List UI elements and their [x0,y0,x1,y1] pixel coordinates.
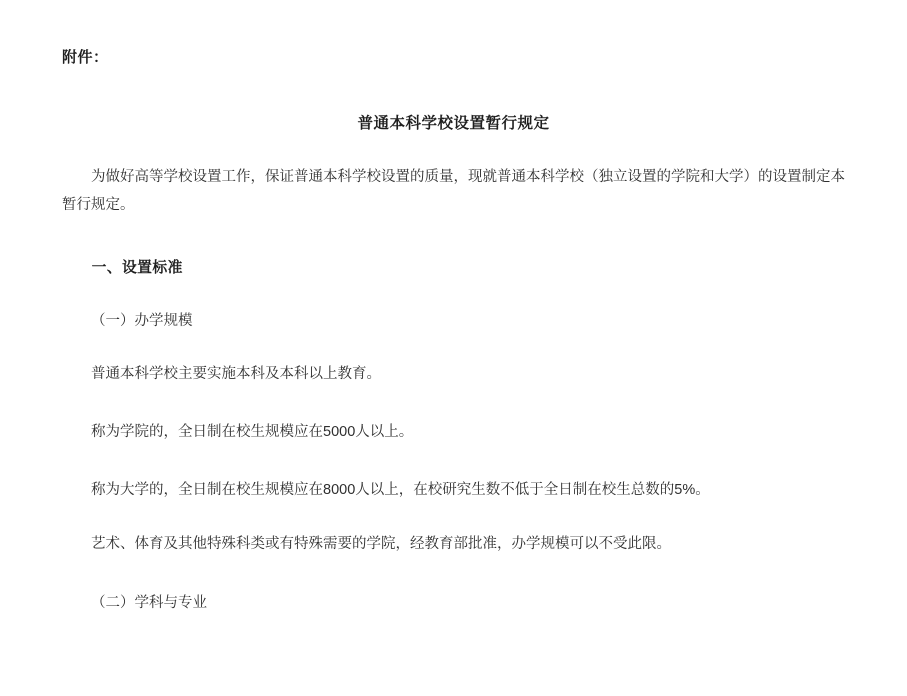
paragraph-special-categories: 艺术、体育及其他特殊科类或有特殊需要的学院，经教育部批准，办学规模可以不受此限。 [91,536,671,553]
attachment-label: 附件： [62,49,109,66]
subsection-heading-disciplines-majors: （二）学科与专业 [91,594,207,611]
paragraph-education-level: 普通本科学校主要实施本科及本科以上教育。 [91,365,381,382]
paragraph-university-scale: 称为大学的，全日制在校生规模应在8000人以上，在校研究生数不低于全日制在校生总数的5%。 [91,482,710,499]
section-heading-setup-standards: 一、设置标准 [91,259,183,276]
paragraph-college-scale: 称为学院的，全日制在校生规模应在5000人以上。 [91,423,414,440]
document-title: 普通本科学校设置暂行规定 [357,115,550,132]
intro-paragraph: 为做好高等学校设置工作，保证普通本科学校设置的质量，现就普通本科学校（独立设置的学院和大学）的设置制定本暂行规定。 [62,169,845,214]
subsection-heading-school-scale: （一）办学规模 [91,312,193,329]
bottom-spacer [62,612,845,614]
